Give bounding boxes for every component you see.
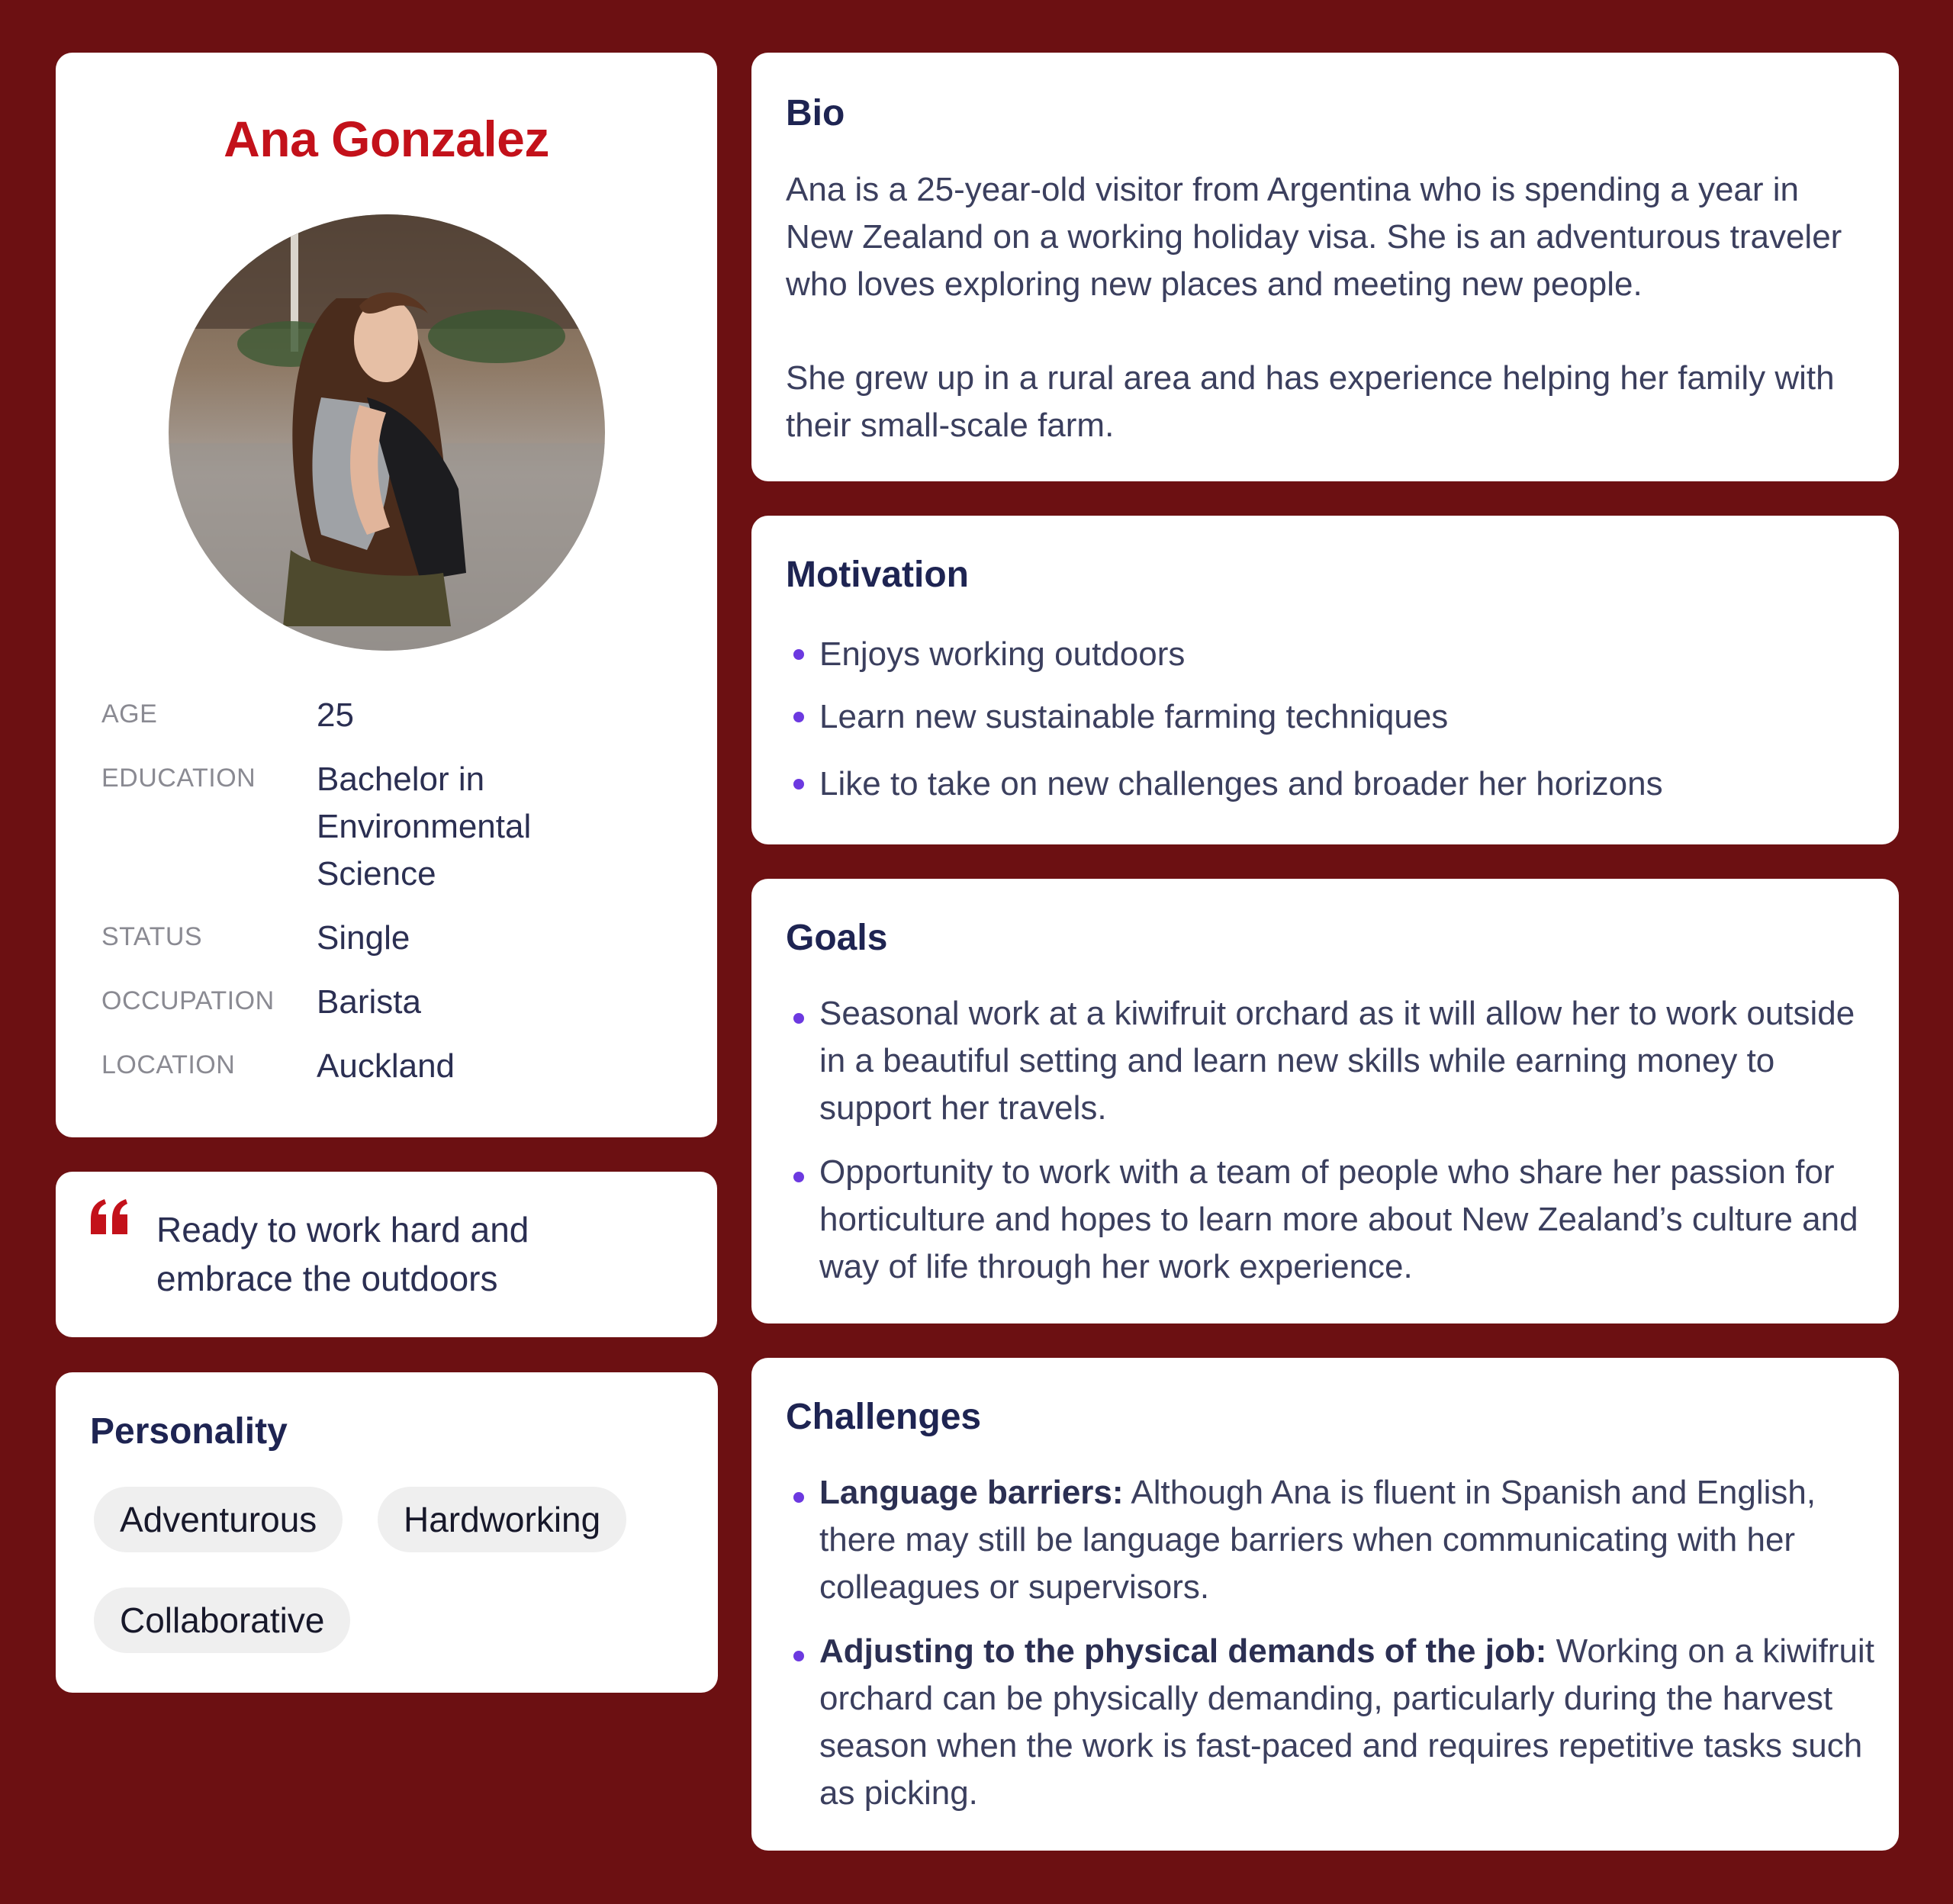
challenge-text: Working on a kiwifruit orchard can be physically demanding, particularly during the harvest season when the work is fast-paced and requires repetitive tasks such as picking.: [819, 1632, 1874, 1812]
quote-card: [56, 1172, 717, 1337]
avatar: [169, 214, 605, 651]
quote-text: Ready to work hard and embrace the outdoors: [156, 1210, 529, 1298]
trait-chip: Collaborative: [94, 1587, 350, 1653]
motivation-item-text: Like to take on new challenges and broader her horizons: [819, 765, 1663, 802]
goals-card: [751, 879, 1899, 1323]
motivation-card: [751, 516, 1899, 844]
challenges-title: Challenges: [786, 1397, 982, 1437]
bio-paragraph: She grew up in a rural area and has experience helping her family with their small-scale farm.: [786, 359, 1835, 444]
field-value: 25: [317, 696, 354, 734]
avatar-photo: [169, 214, 605, 651]
goals-item-text: Opportunity to work with a team of people who share her passion for horticulture and hopes to learn more about New Zealand’s culture and way of life through her work experience.: [819, 1153, 1858, 1285]
challenges-item-text: [819, 1628, 1880, 1817]
bullet-icon: [793, 1651, 804, 1661]
field-value: Single: [317, 919, 410, 957]
motivation-item-text: Learn new sustainable farming techniques: [819, 698, 1449, 735]
bio-card: [751, 53, 1899, 481]
trait-chip: Hardworking: [378, 1487, 626, 1552]
bullet-icon: [793, 1172, 804, 1182]
challenges-card: [751, 1358, 1899, 1851]
goals-item-text: Seasonal work at a kiwifruit orchard as it will allow her to work outside in a beautiful setting and learn new skills while earning money to support her travels.: [819, 995, 1855, 1127]
field-value: Auckland: [317, 1047, 455, 1085]
personality-card: [56, 1372, 718, 1693]
challenges-item-text: [819, 1469, 1880, 1611]
trait-chip: Adventurous: [94, 1487, 343, 1552]
field-value: Bachelor in Environmental Science: [317, 761, 532, 892]
bio-title: Bio: [786, 93, 845, 133]
field-value: Barista: [317, 983, 421, 1021]
challenge-heading: Adjusting to the physical demands of the job:: [819, 1632, 1547, 1670]
personality-title: Personality: [90, 1411, 288, 1452]
motivation-item-text: Enjoys working outdoors: [819, 635, 1186, 673]
quote-icon: [88, 1196, 130, 1239]
field-label: EDUCATION: [101, 764, 256, 793]
field-label: AGE: [101, 700, 158, 728]
field-label: OCCUPATION: [101, 986, 275, 1015]
bullet-icon: [793, 712, 804, 722]
field-label: LOCATION: [101, 1050, 236, 1079]
bullet-icon: [793, 1013, 804, 1024]
bio-paragraph: Ana is a 25-year-old visitor from Argentina who is spending a year in New Zealand on a working holiday visa. She is an adventurous traveler who loves exploring new places and meeting new people.: [786, 171, 1842, 303]
bullet-icon: [793, 649, 804, 660]
bullet-icon: [793, 779, 804, 790]
profile-card: [56, 53, 717, 1137]
challenge-text: Although Ana is fluent in Spanish and English, there may still be language barriers when communicating with her colleagues or supervisors.: [819, 1474, 1816, 1606]
motivation-title: Motivation: [786, 555, 969, 595]
challenge-heading: Language barriers:: [819, 1474, 1124, 1511]
profile-name: Ana Gonzalez: [224, 111, 549, 167]
goals-title: Goals: [786, 918, 888, 958]
bullet-icon: [793, 1492, 804, 1503]
field-label: STATUS: [101, 922, 203, 951]
